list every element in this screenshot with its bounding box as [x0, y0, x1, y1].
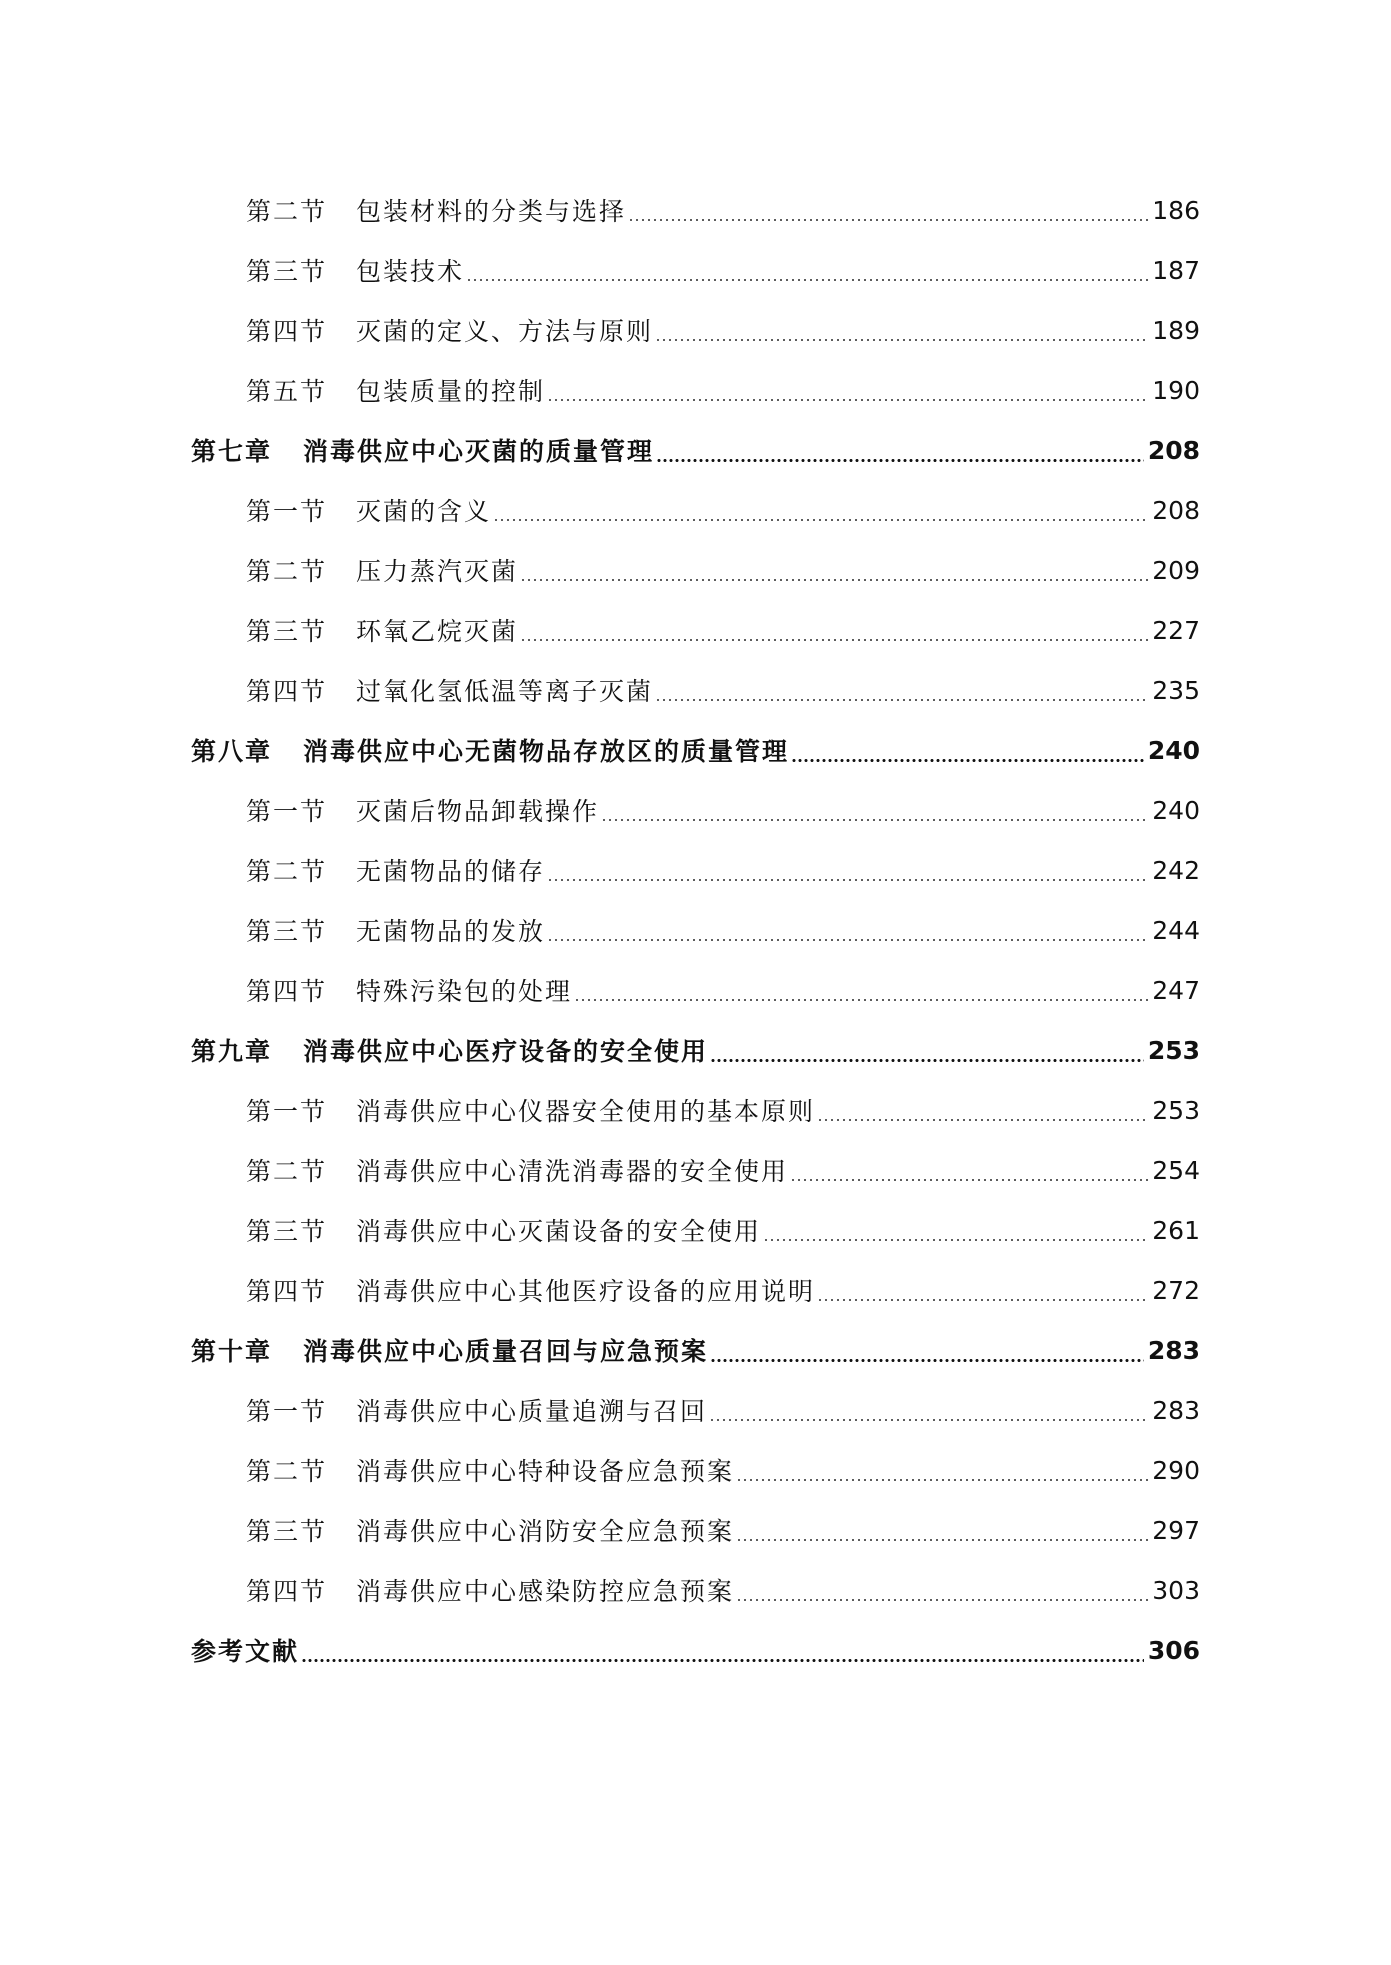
toc-entry-title: 消毒供应中心无菌物品存放区的质量管理: [303, 737, 790, 766]
toc-entry-title: 包装材料的分类与选择: [356, 197, 627, 226]
toc-entry-page-number: 208: [1147, 435, 1200, 465]
toc-dot-leader: [763, 1239, 1148, 1241]
toc-entry-title: 消毒供应中心医疗设备的安全使用: [303, 1037, 709, 1066]
toc-section-entry[interactable]: [0, 240, 1391, 300]
toc-entry-number: 第一节: [246, 1397, 328, 1426]
toc-dot-leader: [736, 1539, 1148, 1541]
toc-dot-leader: [601, 819, 1148, 821]
toc-dot-leader: [574, 999, 1148, 1001]
toc-dot-leader: [547, 939, 1148, 941]
toc-section-entry[interactable]: [0, 600, 1391, 660]
toc-dot-leader: [736, 1479, 1148, 1481]
toc-entry-number: 第二节: [246, 1457, 328, 1486]
toc-dot-leader: [791, 759, 1144, 762]
toc-entry-page-number: 227: [1152, 615, 1200, 645]
toc-entry-title: 包装质量的控制: [356, 377, 546, 406]
toc-entry-page-number: 290: [1152, 1455, 1200, 1485]
toc-entry-number: 第四节: [246, 977, 328, 1006]
toc-dot-leader: [493, 519, 1148, 521]
toc-entry-page-number: 187: [1152, 255, 1200, 285]
toc-dot-leader: [709, 1419, 1148, 1421]
toc-entry-number: 第三节: [246, 617, 328, 646]
toc-entry-title: 消毒供应中心灭菌的质量管理: [303, 437, 655, 466]
toc-entry-page-number: 208: [1152, 495, 1200, 525]
toc-entry-title: 消毒供应中心感染防控应急预案: [356, 1577, 735, 1606]
toc-dot-leader: [520, 579, 1148, 581]
toc-section-entry[interactable]: [0, 1500, 1391, 1560]
toc-entry-page-number: 303: [1152, 1575, 1200, 1605]
toc-entry-title: 特殊污染包的处理: [356, 977, 573, 1006]
toc-entry-number: 第二节: [246, 197, 328, 226]
toc-entry-page-number: 189: [1152, 315, 1200, 345]
toc-entry-page-number: 283: [1152, 1395, 1200, 1425]
toc-section-entry[interactable]: [0, 960, 1391, 1020]
toc-entry-title: 压力蒸汽灭菌: [356, 557, 519, 586]
toc-section-entry[interactable]: [0, 1140, 1391, 1200]
toc-entry-number: 第三节: [246, 257, 328, 286]
toc-section-entry[interactable]: [0, 1380, 1391, 1440]
toc-section-entry[interactable]: [0, 480, 1391, 540]
toc-entry-title: 无菌物品的储存: [356, 857, 546, 886]
toc-entry-number: 第一节: [246, 797, 328, 826]
toc-entry-number: 第二节: [246, 557, 328, 586]
toc-entry-title: 消毒供应中心灭菌设备的安全使用: [356, 1217, 762, 1246]
toc-entry-number: 第四节: [246, 1577, 328, 1606]
toc-section-entry[interactable]: [0, 780, 1391, 840]
toc-section-entry[interactable]: [0, 660, 1391, 720]
toc-entry-number: 第五节: [246, 377, 328, 406]
toc-dot-leader: [710, 1059, 1144, 1062]
toc-entry-page-number: 240: [1147, 735, 1200, 765]
toc-entry-page-number: 247: [1152, 975, 1200, 1005]
toc-entry-title: 灭菌的定义、方法与原则: [356, 317, 654, 346]
toc-dot-leader: [628, 219, 1148, 221]
toc-entry-number: 第八章: [191, 737, 273, 766]
toc-entry-page-number: 240: [1152, 795, 1200, 825]
toc-entry-page-number: 235: [1152, 675, 1200, 705]
toc-entry-page-number: 283: [1147, 1335, 1200, 1365]
toc-section-entry[interactable]: [0, 540, 1391, 600]
toc-entry-number: 第十章: [191, 1337, 273, 1366]
toc-entry-number: 第三节: [246, 1517, 328, 1546]
toc-entry-number: 第四节: [246, 1277, 328, 1306]
toc-dot-leader: [466, 279, 1148, 281]
toc-dot-leader: [817, 1299, 1148, 1301]
toc-dot-leader: [790, 1179, 1148, 1181]
toc-entry-title: 消毒供应中心清洗消毒器的安全使用: [356, 1157, 789, 1186]
toc-entry-title: 包装技术: [356, 257, 465, 286]
toc-entry-page-number: 244: [1152, 915, 1200, 945]
toc-entry-title: 灭菌后物品卸载操作: [356, 797, 600, 826]
toc-section-entry[interactable]: [0, 360, 1391, 420]
toc-chapter-entry[interactable]: [0, 1020, 1391, 1080]
toc-entry-number: 第二节: [246, 857, 328, 886]
toc-entry-number: 第四节: [246, 317, 328, 346]
toc-chapter-entry[interactable]: [0, 1320, 1391, 1380]
toc-entry-title: 消毒供应中心仪器安全使用的基本原则: [356, 1097, 816, 1126]
toc-entry-page-number: 190: [1152, 375, 1200, 405]
toc-entry-number: 第二节: [246, 1157, 328, 1186]
toc-dot-leader: [520, 639, 1148, 641]
toc-section-entry[interactable]: [0, 300, 1391, 360]
toc-entry-title: 消毒供应中心特种设备应急预案: [356, 1457, 735, 1486]
toc-entry-title: 消毒供应中心其他医疗设备的应用说明: [356, 1277, 816, 1306]
toc-chapter-entry[interactable]: [0, 1620, 1391, 1680]
toc-dot-leader: [547, 879, 1148, 881]
toc-dot-leader: [817, 1119, 1148, 1121]
toc-entry-number: 第七章: [191, 437, 273, 466]
toc-entry-page-number: 272: [1152, 1275, 1200, 1305]
toc-entry-page-number: 253: [1152, 1095, 1200, 1125]
toc-entry-page-number: 261: [1152, 1215, 1200, 1245]
toc-section-entry[interactable]: [0, 840, 1391, 900]
toc-entry-page-number: 209: [1152, 555, 1200, 585]
toc-entry-title: 消毒供应中心消防安全应急预案: [356, 1517, 735, 1546]
toc-entry-title: 消毒供应中心质量追溯与召回: [356, 1397, 708, 1426]
toc-entry-number: 第三节: [246, 917, 328, 946]
toc-entry-number: 第一节: [246, 1097, 328, 1126]
toc-section-entry[interactable]: [0, 1260, 1391, 1320]
toc-dot-leader: [656, 459, 1144, 462]
toc-dot-leader: [301, 1659, 1144, 1662]
toc-dot-leader: [655, 339, 1148, 341]
toc-chapter-entry[interactable]: [0, 720, 1391, 780]
toc-section-entry[interactable]: [0, 1080, 1391, 1140]
toc-entry-number: 第九章: [191, 1037, 273, 1066]
toc-entry-number: 第一节: [246, 497, 328, 526]
toc-entry-title: 消毒供应中心质量召回与应急预案: [303, 1337, 709, 1366]
toc-entry-page-number: 253: [1147, 1035, 1200, 1065]
toc-dot-leader: [710, 1359, 1144, 1362]
toc-entry-title: 参考文献: [191, 1637, 300, 1666]
toc-entry-title: 无菌物品的发放: [356, 917, 546, 946]
toc-section-entry[interactable]: [0, 1560, 1391, 1620]
toc-section-entry[interactable]: [0, 180, 1391, 240]
toc-section-entry[interactable]: [0, 1200, 1391, 1260]
toc-entry-number: 第四节: [246, 677, 328, 706]
toc-section-entry[interactable]: [0, 1440, 1391, 1500]
toc-chapter-entry[interactable]: [0, 420, 1391, 480]
toc-entry-page-number: 186: [1152, 195, 1200, 225]
toc-entry-page-number: 306: [1147, 1635, 1200, 1665]
toc-list: [0, 180, 1391, 1680]
toc-entry-title: 过氧化氢低温等离子灭菌: [356, 677, 654, 706]
toc-dot-leader: [655, 699, 1148, 701]
toc-entry-number: 第三节: [246, 1217, 328, 1246]
table-of-contents: [0, 180, 1391, 1680]
toc-entry-title: 环氧乙烷灭菌: [356, 617, 519, 646]
toc-dot-leader: [547, 399, 1148, 401]
toc-entry-title: 灭菌的含义: [356, 497, 492, 526]
toc-entry-page-number: 297: [1152, 1515, 1200, 1545]
toc-entry-page-number: 254: [1152, 1155, 1200, 1185]
toc-dot-leader: [736, 1599, 1148, 1601]
toc-entry-page-number: 242: [1152, 855, 1200, 885]
toc-section-entry[interactable]: [0, 900, 1391, 960]
